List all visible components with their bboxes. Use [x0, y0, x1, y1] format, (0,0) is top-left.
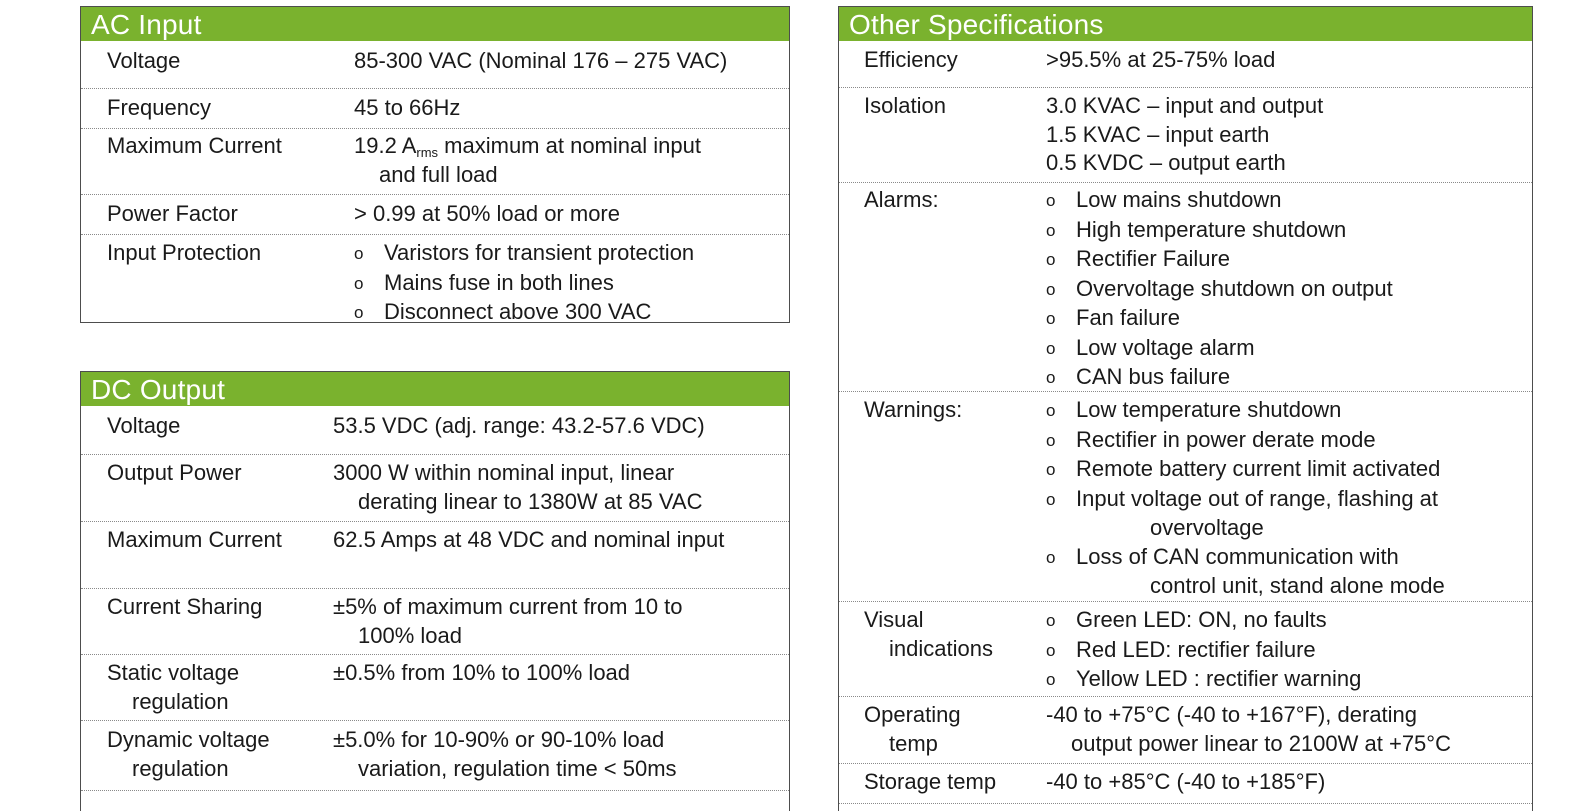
operating-temp-row	[839, 697, 1532, 764]
bullet-icon: o	[1046, 547, 1056, 567]
warnings-list	[1046, 396, 1445, 601]
list-item: o Red LED: rectifier failure	[1046, 636, 1361, 666]
isolation-label: Isolation	[864, 93, 946, 118]
isolation-row	[839, 88, 1532, 183]
ac-input-protection-label: Input Protection	[107, 240, 262, 265]
ac-voltage-row	[81, 41, 789, 89]
efficiency-label: Efficiency	[864, 47, 958, 72]
bullet-icon: o	[354, 273, 364, 293]
operating-temp-value: -40 to +75°C (-40 to +167°F), derating output power linear to 2100W at +75°C	[1046, 702, 1451, 756]
ac-max-current-line1	[354, 132, 701, 161]
warnings-row	[839, 392, 1532, 602]
ac-max-current-suffix: maximum at nominal input	[438, 133, 701, 158]
operating-temp-label: Operating temp	[864, 702, 961, 756]
efficiency-row	[839, 41, 1532, 88]
dc-static-regulation-value: ±0.5% from 10% to 100% load	[333, 660, 631, 685]
list-item-continuation: overvoltage	[1150, 515, 1264, 540]
list-item: o Varistors for transient protection	[354, 239, 694, 269]
dc-current-sharing-row	[81, 589, 789, 655]
dc-voltage-label: Voltage	[107, 413, 181, 438]
ac-power-factor-label: Power Factor	[107, 201, 238, 226]
bullet-icon: o	[1046, 430, 1056, 450]
visual-indications-list	[1046, 606, 1361, 695]
visual-indications-row	[839, 602, 1532, 697]
storage-temp-label: Storage temp	[864, 769, 997, 794]
warnings-label: Warnings:	[864, 397, 963, 422]
bullet-icon: o	[1046, 220, 1056, 240]
bullet-icon: o	[354, 303, 364, 322]
ac-input-protection-list	[354, 239, 694, 328]
alarms-label: Alarms:	[864, 187, 939, 212]
list-item: o Overvoltage shutdown on output	[1046, 275, 1393, 305]
storage-temp-value: -40 to +85°C (-40 to +185°F)	[1046, 769, 1326, 794]
bullet-icon: o	[1046, 368, 1056, 387]
bullet-icon: o	[354, 244, 364, 263]
list-item-continuation: control unit, stand alone mode	[1150, 573, 1445, 598]
dc-output-panel	[80, 371, 790, 811]
dc-voltage-row	[81, 406, 789, 455]
dc-output-power-row	[81, 455, 789, 522]
list-item: o Rectifier Failure	[1046, 245, 1393, 275]
bullet-icon: o	[1046, 338, 1056, 358]
dc-output-power-value: 3000 W within nominal input, linear derating linear to 1380W at 85 VAC	[333, 460, 703, 514]
ac-power-factor-row	[81, 195, 789, 235]
ac-power-factor-value: > 0.99 at 50% load or more	[354, 201, 620, 226]
ac-max-current-label: Maximum Current	[107, 133, 282, 158]
isolation-value: 3.0 KVAC – input and output 1.5 KVAC – input earth 0.5 KVDC – output earth	[1046, 93, 1324, 175]
list-item: o High temperature shutdown	[1046, 216, 1393, 246]
list-item: o Input voltage out of range, flashing at	[1046, 485, 1445, 515]
ac-voltage-label: Voltage	[107, 48, 181, 73]
alarms-list	[1046, 186, 1393, 393]
visual-indications-label: Visual indications	[864, 607, 993, 661]
ac-input-title: AC Input	[81, 7, 789, 41]
dc-current-sharing-value: ±5% of maximum current from 10 to 100% load	[333, 594, 683, 648]
dc-max-current-value: 62.5 Amps at 48 VDC and nominal input	[333, 527, 725, 552]
dc-static-regulation-row	[81, 655, 789, 721]
bullet-icon: o	[1046, 489, 1056, 509]
bullet-icon: o	[1046, 670, 1056, 689]
other-specs-title: Other Specifications	[839, 7, 1532, 41]
ac-frequency-label: Frequency	[107, 95, 211, 120]
bullet-icon: o	[1046, 309, 1056, 328]
ac-voltage-value: 85-300 VAC (Nominal 176 – 275 VAC)	[354, 48, 728, 73]
list-item: o Low temperature shutdown	[1046, 396, 1445, 426]
efficiency-value: >95.5% at 25-75% load	[1046, 47, 1276, 72]
dc-max-current-label: Maximum Current	[107, 527, 282, 552]
ac-frequency-value: 45 to 66Hz	[354, 95, 461, 120]
bullet-icon: o	[1046, 191, 1056, 210]
list-item: o Low mains shutdown	[1046, 186, 1393, 216]
bullet-icon: o	[1046, 401, 1056, 420]
list-item: o Rectifier in power derate mode	[1046, 426, 1445, 456]
list-item: o Low voltage alarm	[1046, 334, 1393, 364]
list-item: o Remote battery current limit activated	[1046, 455, 1445, 485]
alarms-row	[839, 183, 1532, 392]
list-item: o CAN bus failure	[1046, 363, 1393, 393]
bullet-icon: o	[1046, 279, 1056, 299]
ac-max-current-prefix: 19.2 A	[354, 133, 417, 158]
dc-output-title: DC Output	[81, 372, 789, 406]
ac-max-current-value	[354, 132, 701, 189]
ac-input-panel	[80, 6, 790, 323]
ac-frequency-row	[81, 89, 789, 129]
ac-max-current-line2: and full load	[379, 161, 498, 187]
dc-voltage-value: 53.5 VDC (adj. range: 43.2-57.6 VDC)	[333, 413, 705, 438]
dc-output-power-label: Output Power	[107, 460, 242, 485]
list-item: o Fan failure	[1046, 304, 1393, 334]
list-item: o Green LED: ON, no faults	[1046, 606, 1361, 636]
dc-dynamic-regulation-label: Dynamic voltage regulation	[107, 727, 270, 781]
ac-max-current-sub: rms	[416, 145, 439, 160]
bullet-icon: o	[1046, 460, 1056, 479]
dc-dynamic-regulation-row	[81, 721, 789, 791]
ac-input-protection-row	[81, 235, 789, 323]
dc-static-regulation-label: Static voltage regulation	[107, 660, 240, 714]
dc-dynamic-regulation-value: ±5.0% for 10-90% or 90-10% load variation, regulation time < 50ms	[333, 727, 677, 781]
list-item: o Yellow LED : rectifier warning	[1046, 665, 1361, 695]
list-item: o Loss of CAN communication with	[1046, 543, 1445, 573]
bullet-icon: o	[1046, 611, 1056, 630]
list-item: o Mains fuse in both lines	[354, 269, 694, 299]
storage-temp-row	[839, 764, 1532, 804]
other-specs-panel	[838, 6, 1533, 811]
ac-max-current-row	[81, 129, 789, 195]
bullet-icon: o	[1046, 640, 1056, 660]
dc-max-current-row	[81, 522, 789, 589]
dc-current-sharing-label: Current Sharing	[107, 594, 263, 619]
list-item: o Disconnect above 300 VAC	[354, 298, 694, 328]
bullet-icon: o	[1046, 250, 1056, 269]
